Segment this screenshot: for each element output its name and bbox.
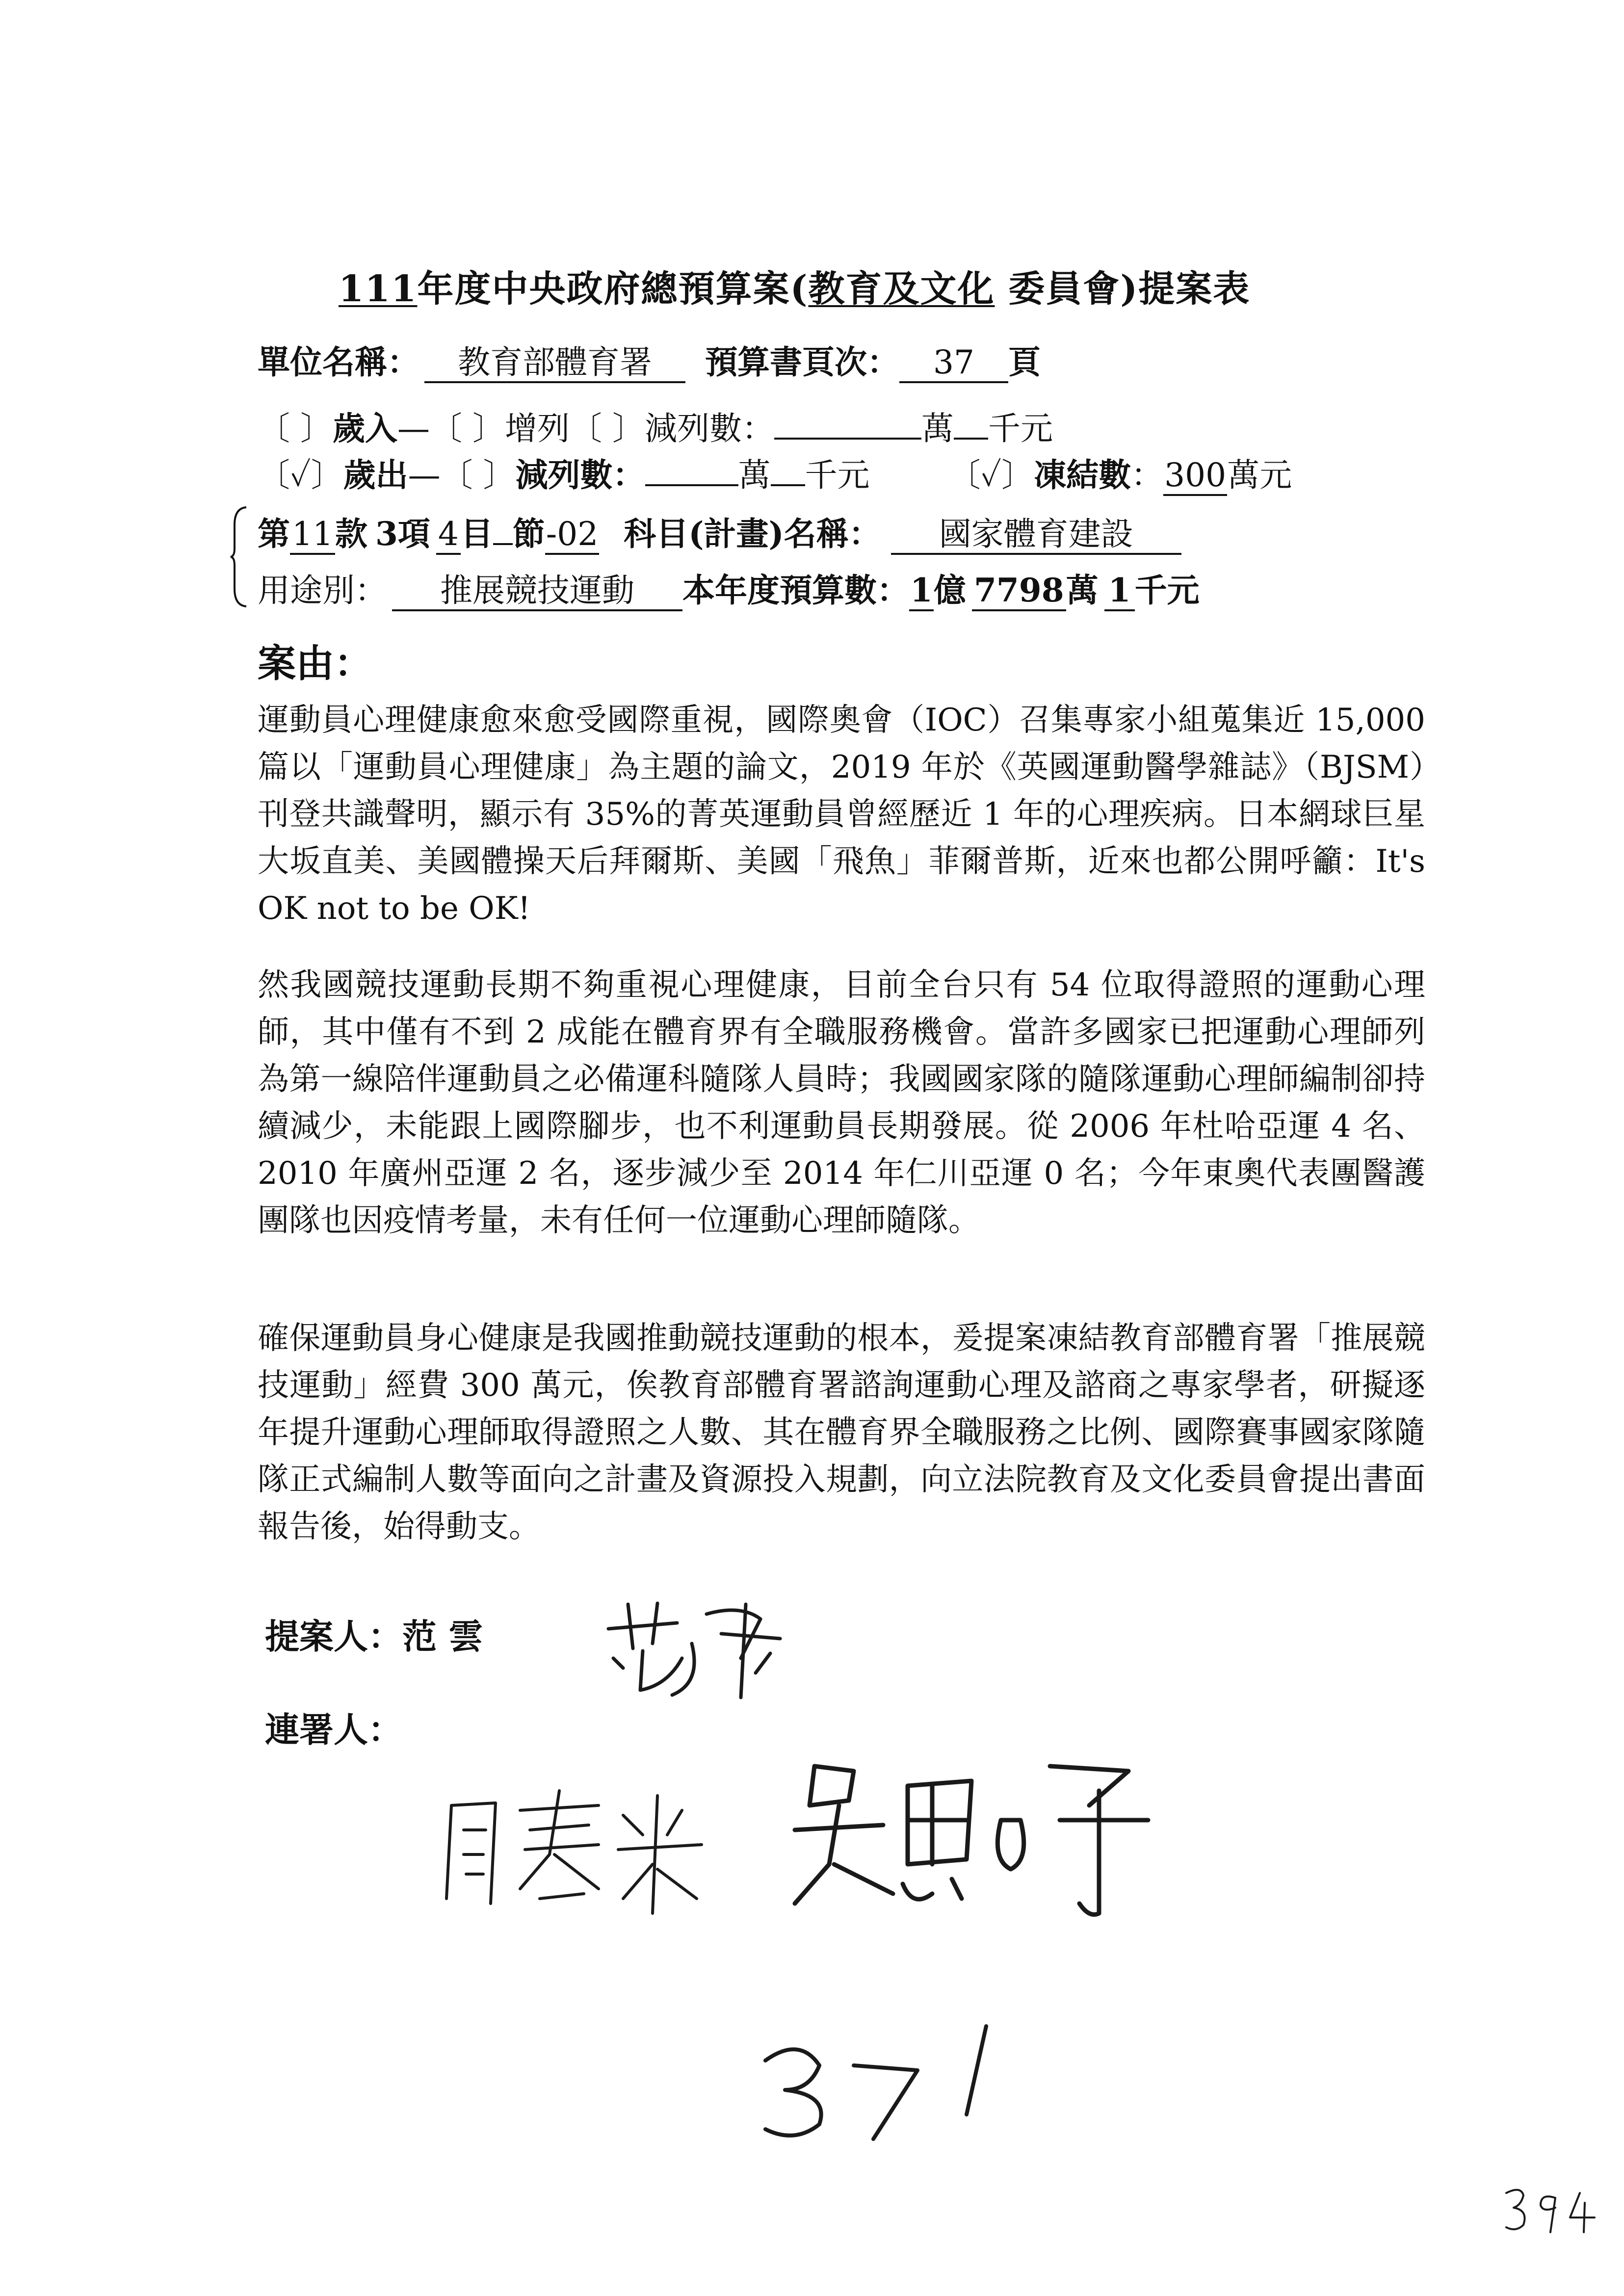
item-kuan: 11 [290, 516, 335, 555]
cosigner-2-signature-handwriting [785, 1747, 1158, 1923]
item-jie-value: -02 [545, 516, 599, 555]
page-suffix: 頁 [1008, 343, 1041, 381]
revenue-row [258, 402, 1053, 449]
expense-decrease-bracket: 〔 〕 [440, 456, 516, 494]
proposer-row [265, 1609, 483, 1659]
item-mu: 4 [436, 516, 461, 555]
increase-bracket: 〔 〕 [429, 410, 505, 447]
item-jie-blank [493, 514, 513, 545]
left-brace [230, 505, 247, 608]
purpose-label: 用途別： [258, 572, 387, 609]
revenue-wan-blank [774, 408, 921, 440]
expense-decrease-label: 減列數： [515, 456, 645, 494]
item-jie-label: 節 [512, 515, 545, 553]
budget-qian: 1 [1104, 572, 1135, 611]
proposer-signature-handwriting [594, 1585, 800, 1702]
reason-paragraph-1: 運動員心理健康愈來愈受國際重視，國際奧會（IOC）召集專家小組蒐集近 15,000 篇以「運動員心理健康」為主題的論文，2019 年於《英國運動醫學雜誌》（BJSM）刊登共識聲明，顯示有 35%的菁英運動員曾經歷近 1 年的心理疾病。日本網球巨星大坂直美、美國體操天后拜爾斯、美國「飛魚」菲爾普斯，近來也都公開呼籲：It's OK not to be OK! [258, 702, 1425, 927]
decrease-bracket: 〔 〕 [569, 410, 645, 447]
unit-value: 教育部體育署 [424, 344, 685, 383]
subject-value: 國家體育建設 [891, 516, 1181, 555]
revenue-dash: — [397, 410, 430, 447]
budget-wan: 7798 [972, 572, 1066, 611]
budget-yi-label: 億 [933, 571, 966, 609]
budget-wan-label: 萬 [1066, 571, 1099, 609]
budget-label: 本年度預算數： [682, 571, 909, 609]
item-row [258, 508, 1181, 555]
reason-paragraph-3: 確保運動員身心健康是我國推動競技運動的根本，爰提案凍結教育部體育署「推展競技運動」經費 300 萬元，俟教育部體育署諮詢運動心理及諮商之專家學者，研擬逐年提升運動心理師取得證照之人數、其在體育界全職服務之比例、國際賽事國家隊隨隊正式編制人數等面向之計畫及資源投入規劃，向立法院教育及文化委員會提出書面報告後，始得動支。 [258, 1320, 1425, 1545]
revenue-qian: 千元 [988, 410, 1053, 447]
reason-paragraph-2: 然我國競技運動長期不夠重視心理健康，目前全台只有 54 位取得證照的運動心理師，其中僅有不到 2 成能在體育界有全職服務機會。當許多國家已把運動心理師列為第一線陪伴運動員之必備運科隨隊人員時；我國國家隊的隨隊運動心理師編制卻持續減少，未能跟上國際腳步，也不利運動員長期發展。從 2006 年杜哈亞運 4 名、2010 年廣州亞運 2 名，逐步減少至 2014 年仁川亞運 0 名；今年東奧代表團醫護團隊也因疫情考量，未有任何一位運動心理師隨隊。 [258, 967, 1425, 1239]
item-xiang: 3 [375, 515, 398, 553]
revenue-wan: 萬 [921, 410, 954, 447]
title-year: 111 [339, 268, 418, 310]
expense-wan-blank [645, 455, 738, 486]
freeze-colon: ： [1131, 456, 1164, 494]
title-end: 委員會)提案表 [1008, 268, 1251, 310]
stamp-number-handwriting [756, 2016, 1011, 2144]
unit-label: 單位名稱： [258, 343, 419, 381]
budget-yi: 1 [909, 572, 934, 611]
expense-row [258, 449, 1292, 496]
expense-label: 歲出 [343, 456, 408, 494]
page-value: 37 [899, 344, 1008, 383]
subject-label: 科目(計畫)名稱： [624, 515, 881, 553]
expense-check-bracket: 〔✓〕 [258, 456, 343, 494]
revenue-bracket: 〔 〕 [258, 410, 333, 447]
title-mid: 年度中央政府總預算案( [417, 268, 809, 310]
expense-dash: — [408, 456, 441, 494]
expense-qian-blank [771, 455, 805, 486]
freeze-unit: 萬元 [1227, 456, 1292, 494]
freeze-label: 凍結數 [1034, 456, 1131, 494]
revenue-label: 歲入 [332, 409, 397, 447]
page-number-handwriting [1501, 2183, 1599, 2237]
unit-row [258, 336, 1041, 383]
freeze-value: 300 [1163, 457, 1227, 496]
expense-qian: 千元 [805, 456, 870, 494]
expense-wan: 萬 [738, 456, 771, 494]
decrease-label: 減列數： [644, 410, 774, 447]
item-di: 第 [258, 515, 290, 553]
item-xiang-label: 項 [397, 515, 430, 553]
budget-qian-label: 千元 [1134, 571, 1200, 609]
revenue-qian-blank [954, 408, 988, 440]
title-committee: 教育及文化 [808, 268, 995, 310]
item-mu-label: 目 [460, 515, 493, 553]
proposer-name: 范 雲 [402, 1616, 483, 1657]
increase-label: 增列 [504, 410, 570, 447]
form-title [339, 260, 1250, 312]
item-kuan-label: 款 [335, 515, 367, 553]
cosigner-label: 連署人： [265, 1709, 402, 1750]
freeze-check-bracket: 〔✓〕 [948, 456, 1034, 494]
purpose-row [258, 564, 1200, 611]
purpose-value: 推展競技運動 [392, 572, 682, 611]
cosigner-1-signature-handwriting [437, 1776, 711, 1923]
reason-heading: 案由： [258, 641, 373, 686]
proposer-label: 提案人： [265, 1616, 402, 1657]
page-label: 預算書頁次： [705, 343, 899, 381]
